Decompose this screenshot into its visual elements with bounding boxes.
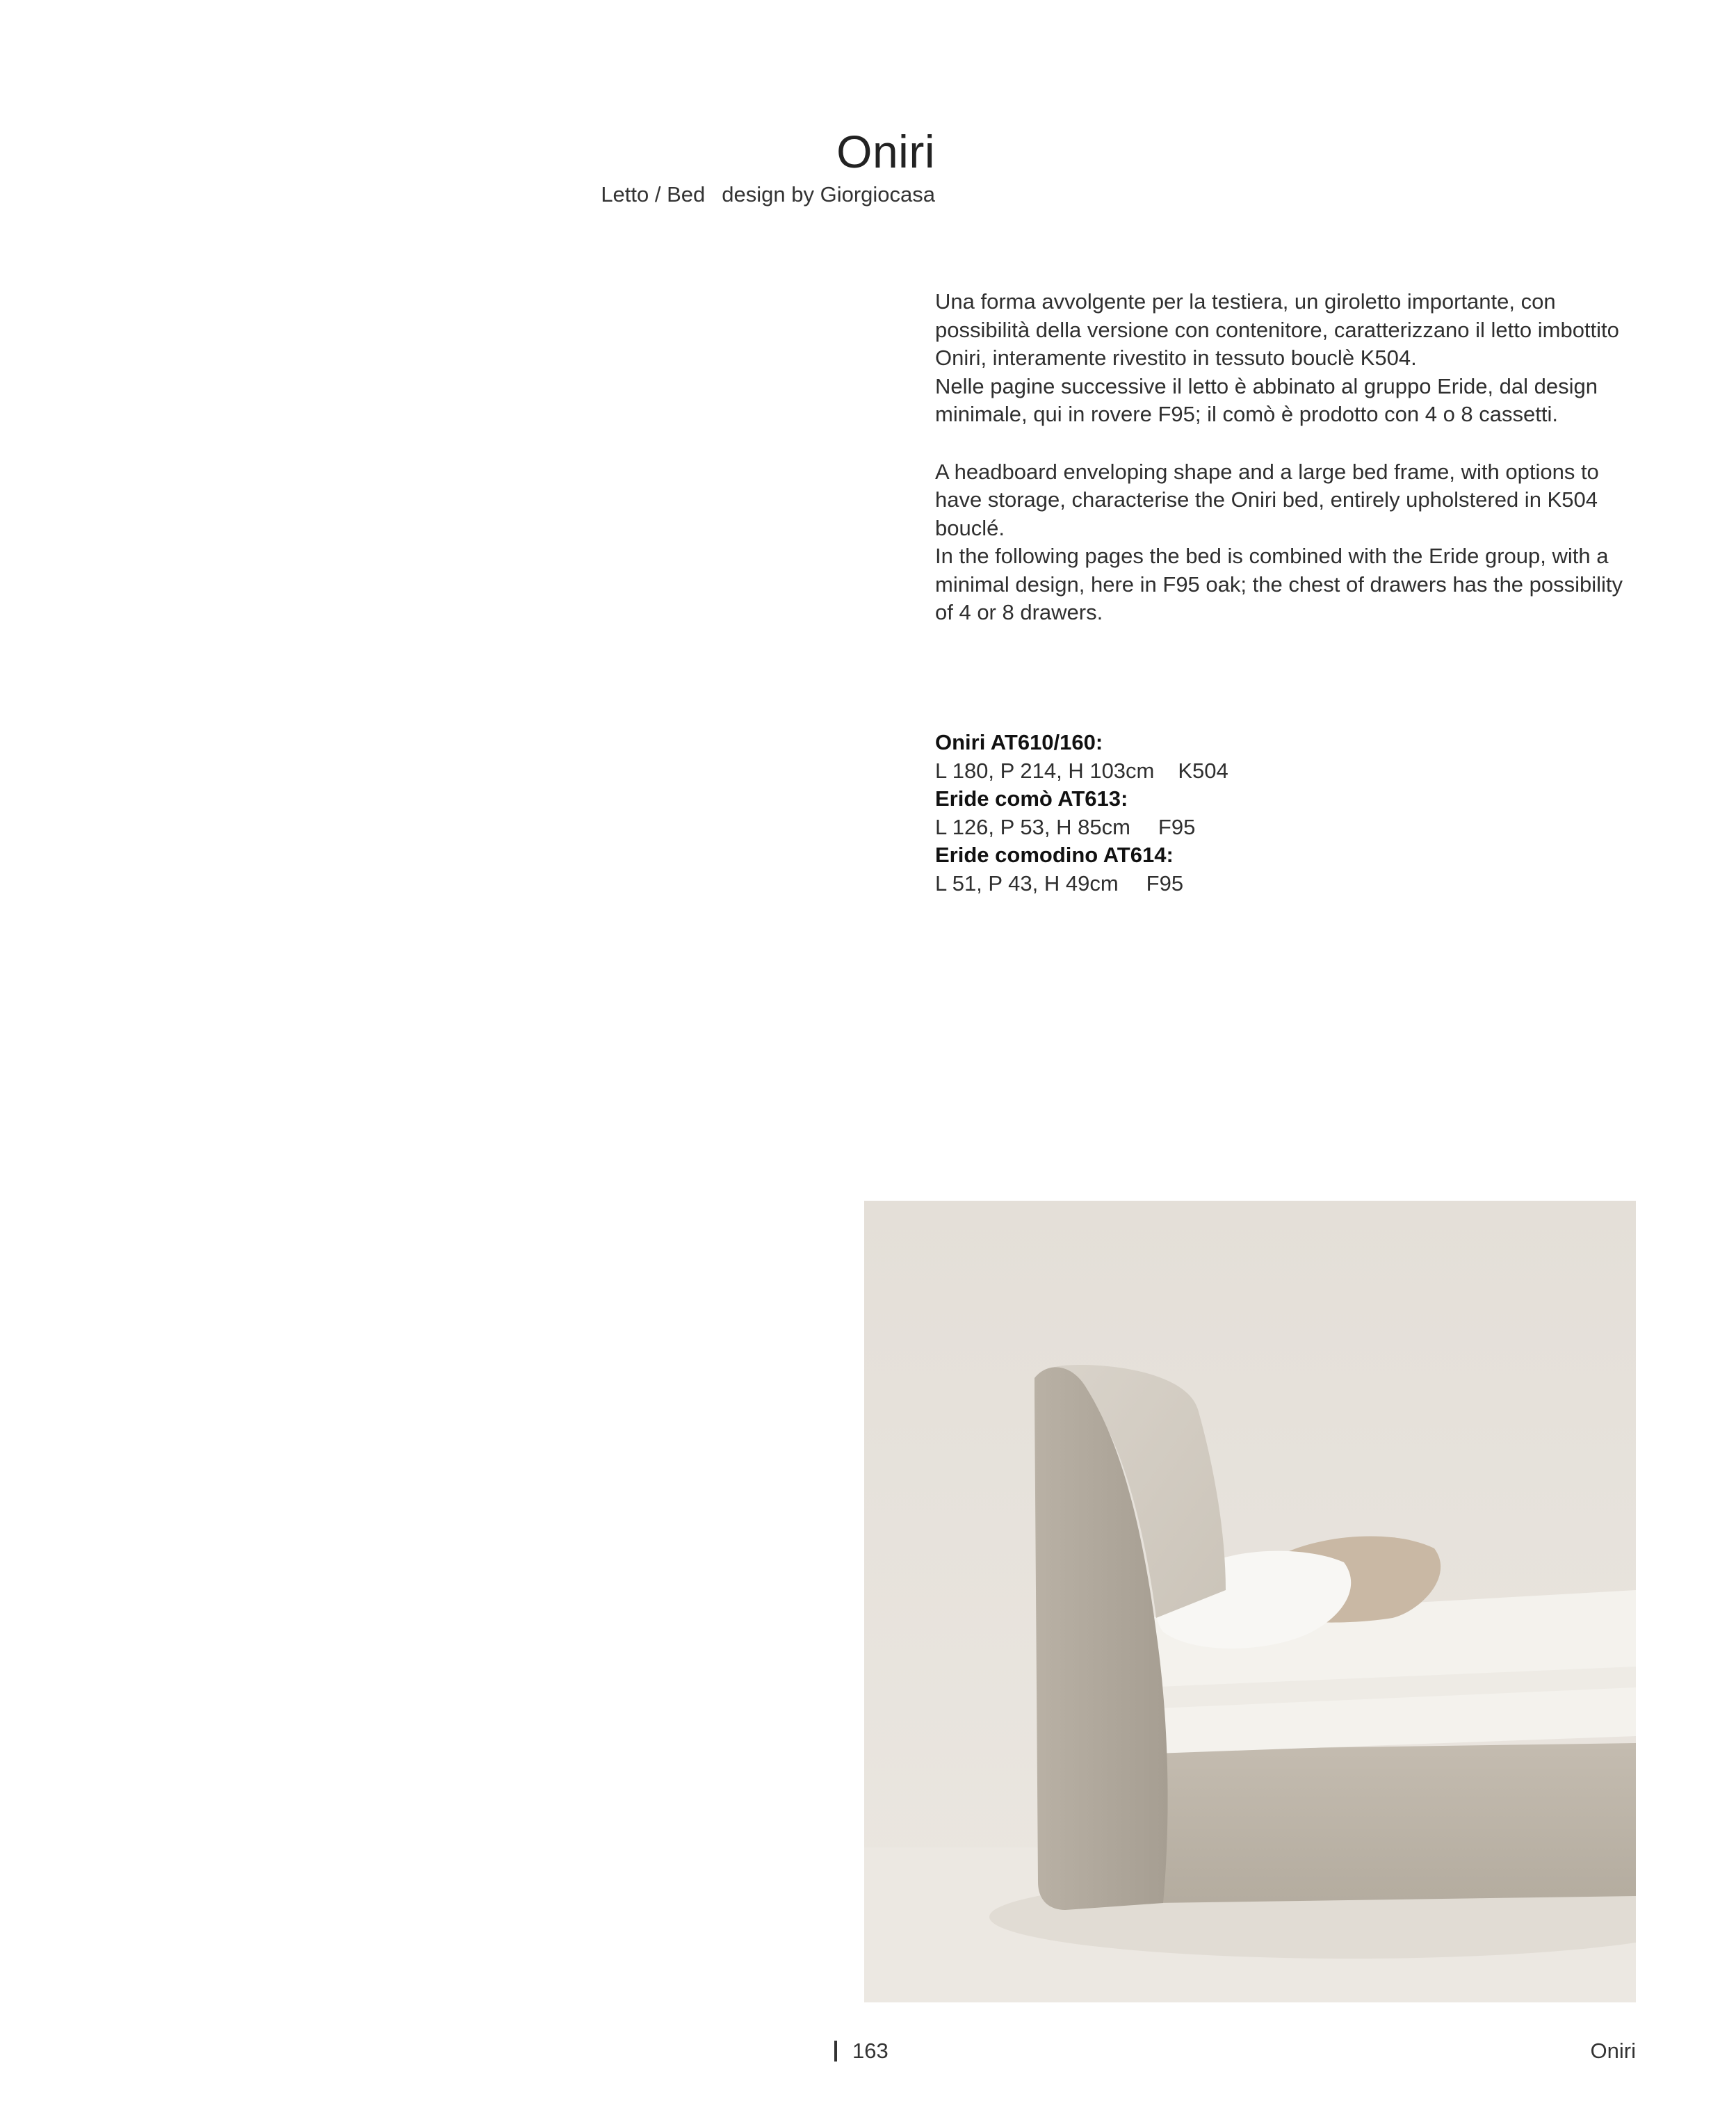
spec-name: Oniri AT610/160: — [935, 730, 1103, 754]
spec-name: Eride comodino AT614: — [935, 843, 1174, 867]
description-it-2: Nelle pagine successive il letto è abbinato al gruppo Eride, dal design minimale, qui in rovere F95; il comò è prodotto con 4 o 8 cassetti. — [935, 373, 1598, 426]
designer-label: design by Giorgiocasa — [722, 182, 935, 206]
spec-name: Eride comò AT613: — [935, 786, 1128, 811]
product-photo — [864, 1201, 1636, 2002]
spec-dimensions: L 51, P 43, H 49cm — [935, 870, 1119, 896]
spec-values — [935, 813, 1228, 842]
category-label: Letto / Bed — [601, 182, 706, 206]
description-en-2: In the following pages the bed is combined with the Eride group, with a minimal design, here in F95 oak; the chest of drawers has the possibility of 4 or 8 drawers. — [935, 544, 1623, 624]
page-number-divider — [834, 2041, 837, 2062]
spec-values — [935, 870, 1228, 898]
spec-finish: F95 — [1146, 870, 1184, 896]
spec-finish: K504 — [1178, 758, 1228, 783]
description-en-1: A headboard enveloping shape and a large bed frame, with options to have storage, characterise the Oniri bed, entirely upholstered in K504 bouclé. — [935, 459, 1599, 540]
spec-finish: F95 — [1158, 814, 1196, 839]
spec-dimensions: L 126, P 53, H 85cm — [935, 814, 1130, 839]
spec-dimensions: L 180, P 214, H 103cm — [935, 758, 1155, 783]
page-number-label: 163 — [852, 2039, 889, 2063]
bed-frame — [1156, 1743, 1636, 1903]
description-it-1: Una forma avvolgente per la testiera, un giroletto importante, con possibilità della versione con contenitore, caratterizzano il letto imbottito Oniri, interamente rivestito in tessuto bouclè K504. — [935, 289, 1619, 370]
bed-illustration — [864, 1201, 1636, 2002]
description-column — [935, 288, 1644, 656]
page-title: Oniri — [836, 126, 935, 177]
spec-values — [935, 757, 1228, 786]
specs-list — [935, 729, 1228, 898]
page-number — [834, 2039, 889, 2064]
subtitle — [601, 182, 935, 207]
footer-section-title: Oniri — [1590, 2039, 1636, 2063]
